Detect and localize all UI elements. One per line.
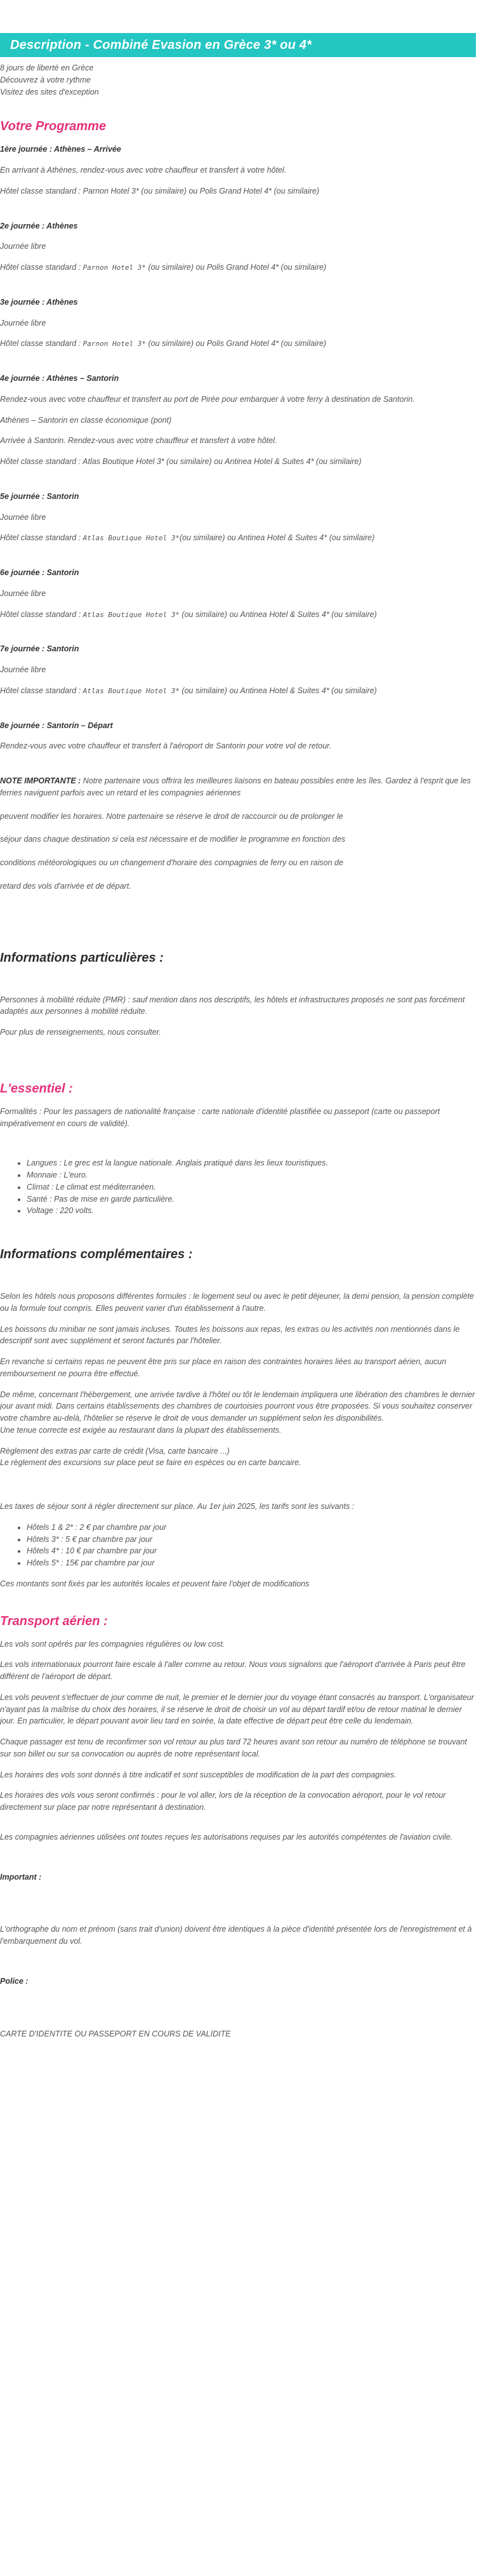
hotel-name: Atlas Boutique Hotel 3* [82,686,180,695]
hotel-rest: (ou similaire) ou Polis Grand Hotel 4* (ou similaire) [145,263,327,272]
formalites-text: Formalités : Pour les passagers de nationalité française : carte nationale d'identité plastifiée ou passeport (carte ou passeport impérativement en cours de validité). [0,1106,440,1128]
pmr-text: Personnes à mobilité réduite (PMR) : sauf mention dans nos descriptifs, les hôtels et infrastructures proposés ne sont pas forcément adaptés aux personnes à mobilité réduite. [0,995,465,1016]
hotel-prefix: Hôtel classe standard : [0,533,83,543]
para: Les compagnies aériennes utilisées ont toutes reçues les autorisations requises par les autorités compétentes de l'aviation civile. [0,1832,453,1842]
day-3 [0,296,476,350]
complementaires-heading: Informations complémentaires : [0,1247,193,1261]
important-text: L'orthographe du nom et prénom (sans trait d'union) doivent être identiques à la pièce d'identité présentée lors de l'enregistrement et à l'embarquement du vol. [0,1925,472,1946]
hotel-name: Atlas Boutique Hotel 3* [82,610,180,619]
para: Les horaires des vols sont donnés à titre indicatif et sont susceptibles de modification de la part des compagnies. [0,1770,397,1779]
day-hotel [0,338,476,350]
day-2 [0,220,476,274]
intro [0,62,476,98]
para: Le règlement des excursions sur place peut se faire en espèces ou en carte bancaire. [0,1458,301,1468]
day-line: Journée libre [0,512,46,522]
taxes-list [0,1522,476,1569]
transport-heading: Transport aérien : [0,1614,108,1628]
list-item: • Hôtels 4* : 10 € par chambre par jour [27,1545,476,1557]
para: Les vols internationaux pourront faire escale à l'aller comme au retour. Nous vous signalons que l'aéroport d'arrivée à Paris peut être différent de l'aéroport de départ. [0,1660,466,1681]
hotel-prefix: Hôtel classe standard : [0,686,83,695]
day-hotel: Hôtel classe standard : Atlas Boutique Hotel 3* (ou similaire) ou Antinea Hotel & Suites 4* (ou similaire) [0,457,362,466]
day-title: 6e journée : Santorin [0,568,79,577]
hotel-prefix: Hôtel classe standard : [0,609,83,619]
day-1 [0,143,476,197]
hotel-rest: (ou similaire) ou Antinea Hotel & Suites 4* (ou similaire) [179,686,377,695]
para: Selon les hôtels nous proposons différentes formules : le logement seul ou avec le petit déjeuner, la demi pension, la pension complète ou la formule tout compris. Elles peuvent varier d'un établissement à l'autre. [0,1292,474,1313]
day-4 [0,373,476,468]
intro-line: Visitez des sites d'exception [0,87,99,96]
hotel-prefix: Hôtel classe standard : [0,263,83,272]
day-title: 2e journée : Athènes [0,221,78,230]
para: Règlement des extras par carte de crédit (Visa, carte bancaire ...) [0,1446,230,1456]
taxes-note: Ces montants sont fixés par les autorités locales et peuvent faire l'objet de modifications [0,1579,310,1588]
note-line: séjour dans chaque destination si cela est nécessaire et de modifier le programme en fonction des [0,835,346,844]
day-title: 3e journée : Athènes [0,297,78,307]
day-line: En arrivant à Athènes, rendez-vous avec votre chauffeur et transfert à votre hôtel. [0,166,287,175]
para: En revanche si certains repas ne peuvent être pris sur place en raison des contraintes horaires liées au transport aérien, aucun remboursement ne pourra être effectué. [0,1357,447,1378]
note-first-line [0,775,476,799]
hotel-rest: (ou similaire) ou Antinea Hotel & Suites 4* (ou similaire) [179,533,375,543]
important-label-text: Important : [0,1872,42,1882]
day-line: Rendez-vous avec votre chauffeur et transfert au port de Pirée pour embarquer à votre ferry à destination de Santorin. [0,394,415,404]
police-label-text: Police : [0,1976,29,1986]
day-title: 1ère journée : Athènes – Arrivée [0,145,121,154]
para: Une tenue correcte est exigée au restaurant dans la plupart des établissements. [0,1425,282,1435]
para: Chaque passager est tenu de reconfirmer son vol retour au plus tard 72 heures avant son retour au numéro de téléphone se trouvant sur son billet ou sur sa convocation ou auprès de notre représentant local. [0,1737,467,1758]
day-5 [0,491,476,544]
contact-text: Pour plus de renseignements, nous consulter. [0,1028,161,1037]
hotel-name: Atlas Boutique Hotel 3* [82,534,180,543]
page [0,33,481,2040]
day-hotel [0,609,476,621]
particulieres-heading: Informations particulières : [0,950,164,965]
day-hotel [0,685,476,697]
list-item: • Santé : Pas de mise en garde particulière. [27,1193,476,1205]
hotel-rest: (ou similaire) ou Antinea Hotel & Suites 4* (ou similaire) [179,609,377,619]
intro-line: 8 jours de liberté en Grèce [0,63,94,72]
police-label [0,1975,476,1988]
day-title: 8e journée : Santorin – Départ [0,720,113,730]
day-hotel [0,262,476,274]
day-hotel [0,532,476,544]
para: Les boissons du minibar ne sont jamais incluses. Toutes les boissons aux repas, les extras ou les activités non mentionnés dans le descriptif sont avec supplément et seront facturés par l'hôtelier. [0,1324,460,1346]
note-line: retard des vols d'arrivée et de départ. [0,881,131,891]
note-line: conditions météorologiques ou un changement d'horaire des compagnies de ferry ou en raison de [0,858,343,867]
day-line: Journée libre [0,318,46,328]
hotel-name: Parnon Hotel 3* [82,263,146,272]
hotel-prefix: Hôtel classe standard : [0,339,83,349]
day-line: Journée libre [0,588,46,598]
day-line: Rendez-vous avec votre chauffeur et transfert à l'aéroport de Santorin pour votre vol de retour. [0,741,332,751]
day-8 [0,720,476,753]
day-7 [0,643,476,696]
police-text: CARTE D'IDENTITE OU PASSEPORT EN COURS DE VALIDITE [0,2029,231,2038]
list-item: • Langues : Le grec est la langue nationale. Anglais pratiqué dans les lieux touristiques. [27,1157,476,1169]
para: Les vols peuvent s'effectuer de jour comme de nuit, le premier et le dernier jour du voyage étant consacrés au transport. L'organisateur n'ayant pas la maîtrise du choix des horaires, il se réserve le droit de choisir un vol au départ tardif et/ou de retour matinal le dernier jour. En particulier, le départ pouvant avoir lieu tard en soirée, la date effective de départ peut être celle du lendemain. [0,1692,474,1726]
hotel-name: Parnon Hotel 3* [82,340,146,349]
para: Les taxes de séjour sont à régler directement sur place. Au 1er juin 2025, les tarifs sont les suivants : [0,1502,355,1511]
para: Les vols sont opérés par les compagnies régulières ou low cost. [0,1639,225,1649]
day-title: 4e journée : Athènes – Santorin [0,374,119,383]
para: Les horaires des vols vous seront confirmés : pour le vol aller, lors de la réception de la convocation aéroport, pour le vol retour directement sur place par notre représentant à destination. [0,1791,446,1812]
note-label: NOTE IMPORTANTE : [0,776,81,785]
list-item: • Climat : Le climat est méditerranéen. [27,1181,476,1193]
day-line: Athènes – Santorin en classe économique (pont) [0,415,172,425]
important-note [0,775,476,893]
day-title: 5e journée : Santorin [0,491,79,501]
essentiel-heading: L'essentiel : [0,1081,73,1096]
day-line: Journée libre [0,665,46,674]
description-banner: Description - Combiné Evasion en Grèce 3* ou 4* [0,33,476,57]
essentiel-list [0,1157,476,1217]
list-item: • Hôtels 1 & 2* : 2 € par chambre par jour [27,1522,476,1534]
day-6 [0,567,476,620]
para: De même, concernant l'hébergement, une arrivée tardive à l'hôtel ou tôt le lendemain impliquera une libération des chambres le dernier jour avant midi. Dans certains établissements des chambres de courtoisies pourront vous être proposées. Si vous souhaitez conserver votre chambre au-delà, l'hôtelier se réserve le droit de vous demander un supplément selon les disponibilités. [0,1390,475,1423]
day-title: 7e journée : Santorin [0,644,79,654]
list-item: • Monnaie : L'euro. [27,1169,476,1181]
note-line: peuvent modifier les horaires. Notre partenaire se réserve le droit de raccourcir ou de prolonger le [0,811,343,821]
list-item: • Voltage : 220 volts. [27,1205,476,1217]
day-line: Arrivée à Santorin. Rendez-vous avec votre chauffeur et transfert à votre hôtel. [0,436,277,446]
note-text: Notre partenaire vous offrira les meilleures liaisons en bateau possibles entre les îles. Gardez à l'esprit que les ferries naviguent parfois avec un retard et les compagnies aériennes [0,776,471,797]
programme-heading: Votre Programme [0,119,107,134]
intro-line: Découvrez à votre rythme [0,75,91,84]
important-label [0,1871,476,1883]
para-group [0,1445,476,1470]
list-item: • Hôtels 5* : 15€ par chambre par jour [27,1557,476,1569]
hotel-rest: (ou similaire) ou Polis Grand Hotel 4* (ou similaire) [145,339,327,349]
para-group [0,1389,476,1437]
list-item: • Hôtels 3* : 5 € par chambre par jour [27,1534,476,1546]
day-hotel: Hôtel classe standard : Parnon Hotel 3* (ou similaire) ou Polis Grand Hotel 4* (ou similaire) [0,186,319,196]
day-line: Journée libre [0,242,46,251]
